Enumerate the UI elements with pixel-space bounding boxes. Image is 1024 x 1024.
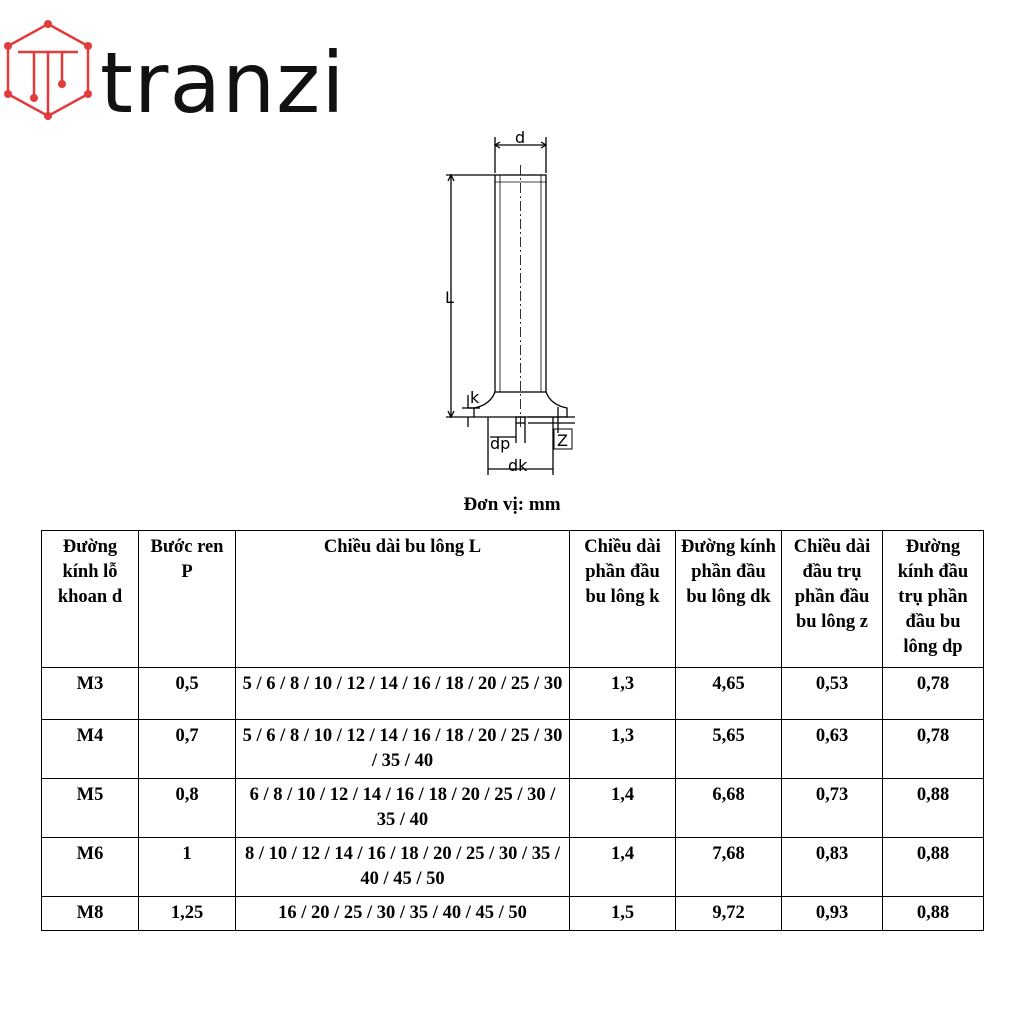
unit-label: Đơn vị: mm xyxy=(463,494,561,515)
spec-table xyxy=(41,530,984,931)
brand-logo xyxy=(4,18,346,132)
cell-size: M5 xyxy=(42,779,139,838)
header-d: Đường kính lỗ khoan d xyxy=(42,531,139,668)
cell-dk: 5,65 xyxy=(676,720,782,779)
cell-pitch: 0,7 xyxy=(139,720,236,779)
cell-dk: 4,65 xyxy=(676,668,782,720)
cell-size: M6 xyxy=(42,838,139,897)
cell-k: 1,5 xyxy=(570,897,676,931)
cell-dk: 9,72 xyxy=(676,897,782,931)
cell-pitch: 0,8 xyxy=(139,779,236,838)
table-row xyxy=(42,897,984,931)
label-dp: dp xyxy=(490,434,511,453)
table-row xyxy=(42,720,984,779)
cell-lengths: 8 / 10 / 12 / 14 / 16 / 18 / 20 / 25 / 30 / 35 / 40 / 45 / 50 xyxy=(236,838,570,897)
cell-lengths: 5 / 6 / 8 / 10 / 12 / 14 / 16 / 18 / 20 / 25 / 30 xyxy=(236,668,570,720)
cell-lengths: 5 / 6 / 8 / 10 / 12 / 14 / 16 / 18 / 20 / 25 / 30 / 35 / 40 xyxy=(236,720,570,779)
cell-lengths: 16 / 20 / 25 / 30 / 35 / 40 / 45 / 50 xyxy=(236,897,570,931)
cell-pitch: 1 xyxy=(139,838,236,897)
label-z: Z xyxy=(557,431,568,450)
table-header-row xyxy=(42,531,984,668)
label-d: d xyxy=(515,128,526,147)
cell-dp: 0,88 xyxy=(883,897,984,931)
cell-dk: 7,68 xyxy=(676,838,782,897)
cell-z: 0,53 xyxy=(782,668,883,720)
label-l: L xyxy=(445,288,454,307)
header-dp: Đường kính đầu trụ phần đầu bu lông dp xyxy=(883,531,984,668)
cube-logo-icon xyxy=(4,18,100,124)
label-dk: dk xyxy=(508,456,528,475)
table-row xyxy=(42,668,984,720)
cell-size: M3 xyxy=(42,668,139,720)
cell-k: 1,4 xyxy=(570,838,676,897)
cell-z: 0,73 xyxy=(782,779,883,838)
cell-pitch: 0,5 xyxy=(139,668,236,720)
header-p: Bước ren P xyxy=(139,531,236,668)
cell-dp: 0,88 xyxy=(883,838,984,897)
header-z: Chiều dài đầu trụ phần đầu bu lông z xyxy=(782,531,883,668)
cell-dp: 0,78 xyxy=(883,668,984,720)
table-row xyxy=(42,779,984,838)
cell-dp: 0,78 xyxy=(883,720,984,779)
cell-z: 0,63 xyxy=(782,720,883,779)
cell-k: 1,3 xyxy=(570,720,676,779)
cell-dp: 0,88 xyxy=(883,779,984,838)
brand-name: tranzi xyxy=(100,34,346,132)
header-l: Chiều dài bu lông L xyxy=(236,531,570,668)
cell-size: M8 xyxy=(42,897,139,931)
label-k: k xyxy=(470,388,480,407)
cell-size: M4 xyxy=(42,720,139,779)
table-row xyxy=(42,838,984,897)
cell-lengths: 6 / 8 / 10 / 12 / 14 / 16 / 18 / 20 / 25 / 30 / 35 / 40 xyxy=(236,779,570,838)
cell-k: 1,4 xyxy=(570,779,676,838)
header-k: Chiều dài phần đầu bu lông k xyxy=(570,531,676,668)
cell-dk: 6,68 xyxy=(676,779,782,838)
cell-pitch: 1,25 xyxy=(139,897,236,931)
cell-z: 0,83 xyxy=(782,838,883,897)
cell-z: 0,93 xyxy=(782,897,883,931)
bolt-drawing xyxy=(440,125,590,475)
cell-k: 1,3 xyxy=(570,668,676,720)
header-dk: Đường kính phần đầu bu lông dk xyxy=(676,531,782,668)
